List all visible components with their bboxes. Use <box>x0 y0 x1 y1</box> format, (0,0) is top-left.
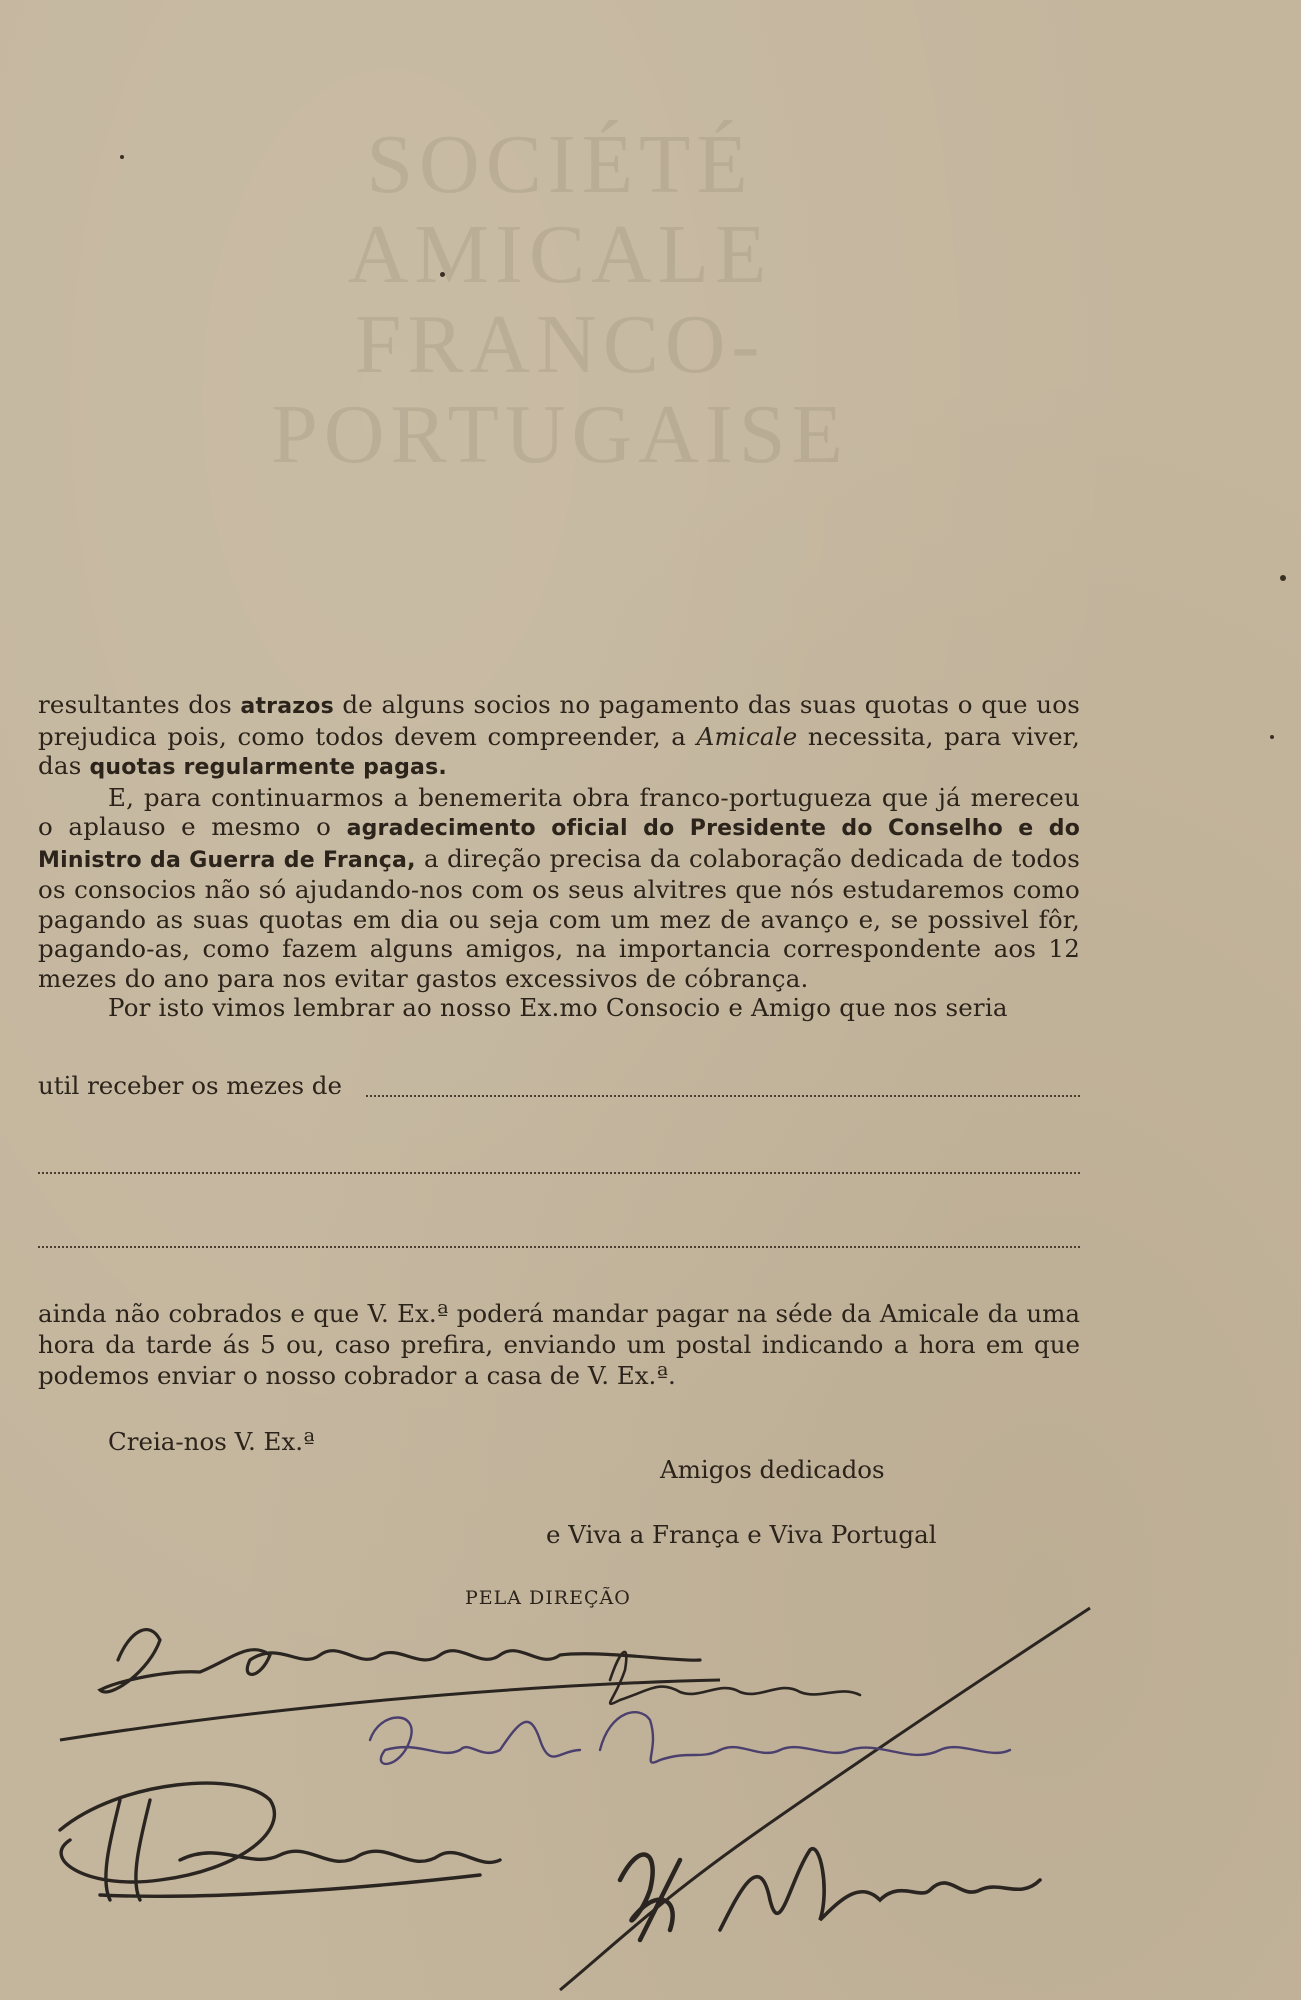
signature-6 <box>720 1849 1040 1930</box>
letter-body <box>38 690 1080 1023</box>
paper-speck <box>1280 575 1286 581</box>
signature-3 <box>370 1712 1010 1764</box>
paragraph-2: E, para continuarmos a benemerita obra franco-portugueza que já mereceu o aplauso e mesmo o agradecimento oficial do Presidente do Conselho e do Ministro da Guerra de França, a direção precisa da colaboração dedicada de todos os consocios não só ajudando-nos com os seus alvitres que nós estudaremos como pagando as suas quotas em dia ou seja com um mez de avanço e, se possivel fôr, pagando-as, como fazem alguns amigos, na importancia correspondente aos 12 mezes do ano para nos evitar gastos excessivos de cóbrança. <box>38 782 1081 993</box>
blank-fill-line-1 <box>38 1148 1080 1178</box>
paper-speck <box>440 272 445 277</box>
signature-4 <box>60 1783 500 1900</box>
months-fill-label: util receber os mezes de <box>38 1071 342 1100</box>
blank-fill-line-2 <box>38 1222 1080 1252</box>
paper-speck <box>1270 735 1274 739</box>
signature-2 <box>610 1652 860 1704</box>
paragraph-4: ainda não cobrados e que V. Ex.ª poderá mandar pagar na séde da Amicale da uma hora da tarde ás 5 ou, caso prefira, enviando um postal indicando a hora em que podemos enviar o nosso cobrador a casa de V. Ex.ª. <box>38 1299 1080 1390</box>
motto: e Viva a França e Viva Portugal <box>546 1520 937 1549</box>
signature-1-underline <box>60 1680 720 1740</box>
dotted-line <box>38 1172 1080 1174</box>
bold-atrazos: atrazos <box>240 694 334 719</box>
bold-agradecimento: agradecimento oficial do Presidente do Conselho e do Ministro da Guerra de França, <box>38 816 1081 873</box>
dotted-line <box>38 1246 1080 1248</box>
bold-quotas: quotas regularmente pagas. <box>89 755 447 780</box>
paragraph-1: resultantes dos atrazos de alguns socios no pagamento das suas quotas o que uos prejudica pois, como todos devem compreender, a Amicale necessita, para viver, das quotas regularmente pagas. <box>38 690 1080 780</box>
amicale-italic: Amicale <box>696 721 798 751</box>
months-fill-line <box>38 1071 1080 1101</box>
sign-off: Amigos dedicados <box>660 1455 885 1484</box>
paragraph-3: Por isto vimos lembrar ao nosso Ex.mo Consocio e Amigo que nos seria <box>108 993 1008 1022</box>
greeting: Creia-nos V. Ex.ª <box>108 1427 315 1456</box>
signature-diagonal-stroke <box>560 1608 1090 1990</box>
signatures <box>0 1600 1301 2000</box>
paper-speck <box>120 155 124 159</box>
dotted-line <box>366 1095 1080 1097</box>
direction-label: PELA DIREÇÃO <box>465 1587 631 1609</box>
